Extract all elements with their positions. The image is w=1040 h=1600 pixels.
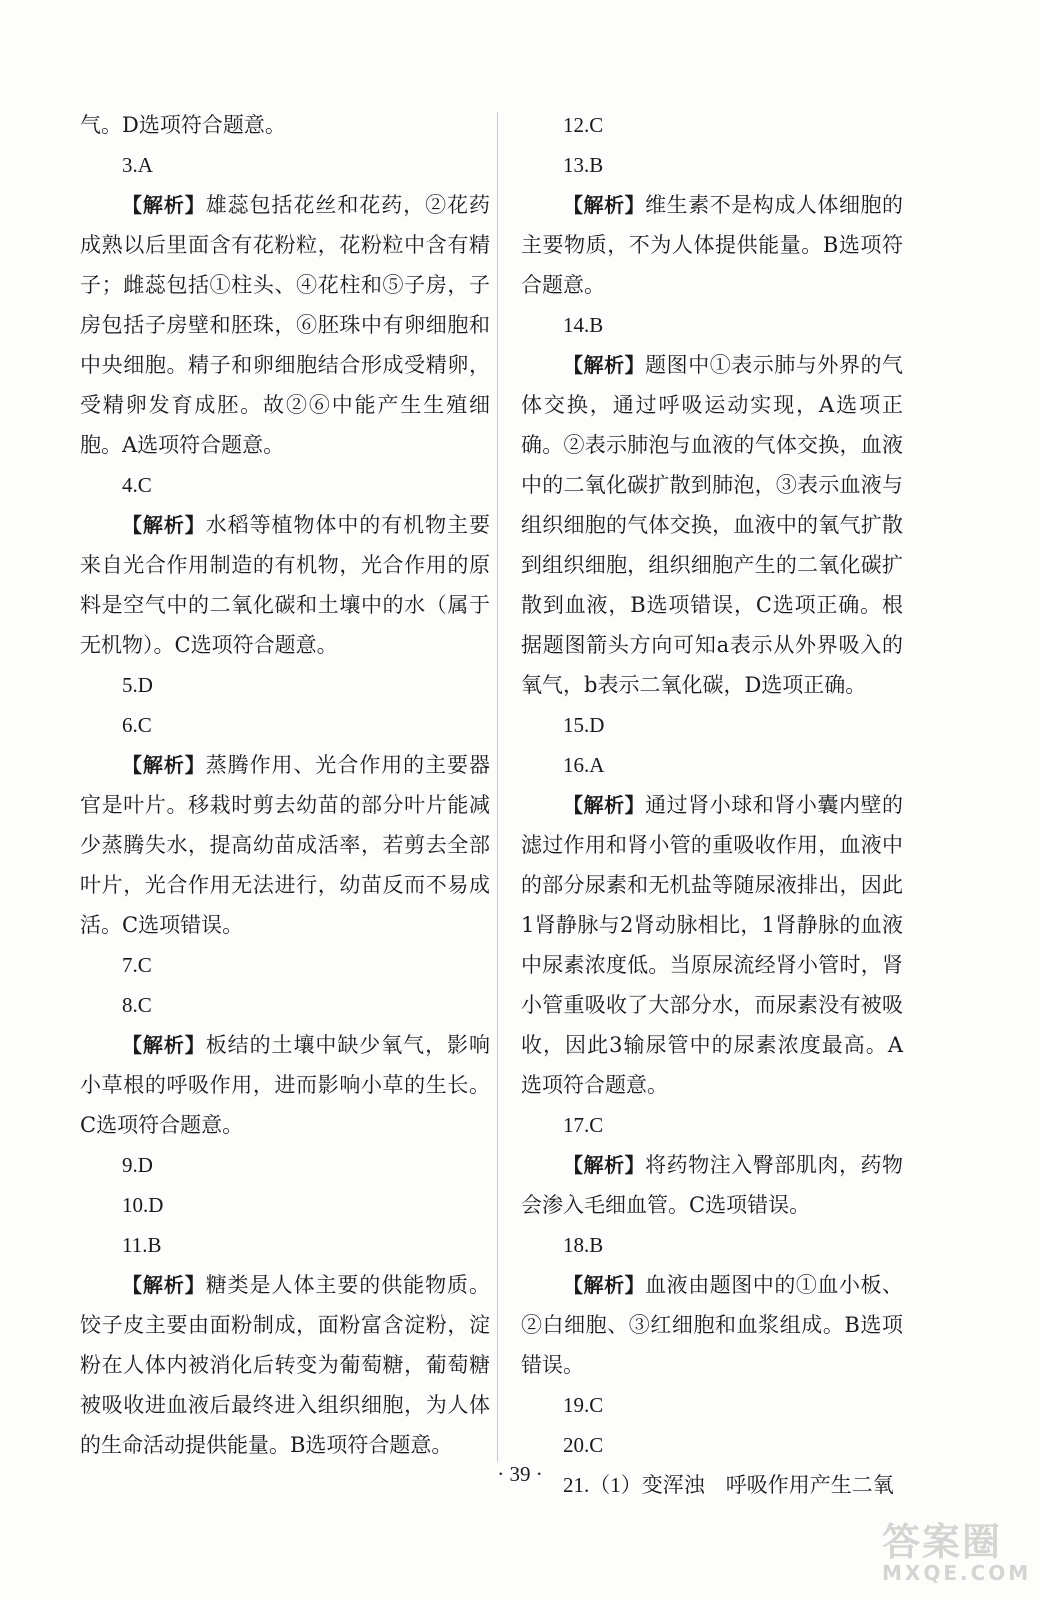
analysis-label: 【解析】 — [122, 1273, 206, 1297]
analysis-paragraph — [80, 505, 490, 665]
analysis-label: 【解析】 — [122, 1033, 206, 1057]
right-column — [521, 105, 903, 1505]
analysis-paragraph — [521, 1265, 903, 1385]
answer-text: 12.C — [563, 113, 604, 137]
answer-line — [521, 1385, 903, 1425]
analysis-text: 题图中①表示肺与外界的气体交换，通过呼吸运动实现，A选项正确。②表示肺泡与血液的气体交换，血液中的二氧化碳扩散到肺泡，③表示血液与组织细胞的气体交换，血液中的氧气扩散到组织细胞，组织细胞产生的二氧化碳扩散到血液，B选项错误，C选项正确。根据题图箭头方向可知a表示从外界吸入的氧气，b表示二氧化碳，D选项正确。 — [521, 353, 904, 697]
answer-text: 7.C — [122, 953, 152, 977]
analysis-label: 【解析】 — [563, 193, 646, 217]
answer-text: 6.C — [122, 713, 152, 737]
analysis-label: 【解析】 — [563, 1273, 646, 1297]
analysis-paragraph — [80, 745, 490, 945]
answer-text: 8.C — [122, 993, 152, 1017]
answer-text: 19.C — [563, 1393, 604, 1417]
answer-text: 20.C — [563, 1433, 604, 1457]
answer-line — [521, 305, 903, 345]
answer-text: 21.（1）变浑浊 呼吸作用产生二氧 — [563, 1473, 894, 1497]
answer-line — [521, 145, 903, 185]
answer-line — [80, 1185, 490, 1225]
page-number: · 39 · — [497, 1462, 543, 1486]
analysis-text: 板结的土壤中缺少氧气，影响小草根的呼吸作用，进而影响小草的生长。C选项符合题意。 — [80, 1033, 490, 1137]
analysis-label: 【解析】 — [563, 1153, 646, 1177]
answer-line — [80, 145, 490, 185]
answer-line — [521, 1225, 903, 1265]
analysis-label: 【解析】 — [122, 753, 206, 777]
answer-line — [521, 1105, 903, 1145]
answer-text: 16.A — [563, 753, 605, 777]
answer-line — [521, 745, 903, 785]
answer-line — [80, 945, 490, 985]
answer-text: 3.A — [122, 153, 153, 177]
answer-line — [521, 1425, 903, 1465]
answer-line — [80, 465, 490, 505]
answer-text: 5.D — [122, 673, 153, 697]
analysis-text: 糖类是人体主要的供能物质。饺子皮主要由面粉制成，面粉富含淀粉，淀粉在人体内被消化后转变为葡萄糖，葡萄糖被吸收进血液后最终进入组织细胞，为人体的生命活动提供能量。B选项符合题意。 — [80, 1273, 490, 1457]
analysis-text: 血液由题图中的①血小板、②白细胞、③红细胞和血浆组成。B选项错误。 — [521, 1273, 904, 1377]
answer-line — [521, 105, 903, 145]
answer-text: 9.D — [122, 1153, 153, 1177]
answer-text: 15.D — [563, 713, 605, 737]
answer-text: 17.C — [563, 1113, 604, 1137]
answer-line — [80, 1225, 490, 1265]
answer-text: 10.D — [122, 1193, 164, 1217]
analysis-paragraph — [521, 185, 903, 305]
answer-text: 11.B — [122, 1233, 162, 1257]
analysis-text: 水稻等植物体中的有机物主要来自光合作用制造的有机物，光合作用的原料是空气中的二氧化碳和土壤中的水（属于无机物）。C选项符合题意。 — [80, 513, 490, 657]
answer-line — [80, 665, 490, 705]
watermark-top-text: 答案圈 — [882, 1520, 1003, 1564]
analysis-paragraph — [80, 1025, 490, 1145]
watermark-logo — [882, 1520, 1032, 1586]
analysis-label: 【解析】 — [122, 513, 206, 537]
analysis-paragraph — [521, 785, 903, 1105]
analysis-text: 将药物注入臀部肌肉，药物会渗入毛细血管。C选项错误。 — [521, 1153, 904, 1217]
column-divider — [497, 112, 498, 1462]
analysis-paragraph — [521, 1145, 903, 1225]
analysis-label: 【解析】 — [122, 193, 206, 217]
analysis-paragraph — [80, 1265, 490, 1465]
analysis-text: 通过肾小球和肾小囊内壁的滤过作用和肾小管的重吸收作用，血液中的部分尿素和无机盐等随尿液排出，因此1肾静脉与2肾动脉相比，1肾静脉的血液中尿素浓度低。当原尿流经肾小管时，肾小管重吸收了大部分水，而尿素没有被吸收，因此3输尿管中的尿素浓度最高。A选项符合题意。 — [521, 793, 904, 1097]
answer-text: 14.B — [563, 313, 604, 337]
continued-text: 气。D选项符合题意。 — [80, 113, 286, 137]
analysis-label: 【解析】 — [563, 793, 646, 817]
answer-line — [80, 985, 490, 1025]
answer-line — [80, 705, 490, 745]
analysis-text: 蒸腾作用、光合作用的主要器官是叶片。移栽时剪去幼苗的部分叶片能减少蒸腾失水，提高幼苗成活率，若剪去全部叶片，光合作用无法进行，幼苗反而不易成活。C选项错误。 — [80, 753, 490, 937]
analysis-paragraph — [80, 185, 490, 465]
answer-line — [521, 705, 903, 745]
answer-text: 18.B — [563, 1233, 604, 1257]
answer-line — [80, 1145, 490, 1185]
analysis-text: 维生素不是构成人体细胞的主要物质，不为人体提供能量。B选项符合题意。 — [521, 193, 904, 297]
analysis-text: 雄蕊包括花丝和花药，②花药成熟以后里面含有花粉粒，花粉粒中含有精子；雌蕊包括①柱头、④花柱和⑤子房，子房包括子房壁和胚珠，⑥胚珠中有卵细胞和中央细胞。精子和卵细胞结合形成受精卵，受精卵发育成胚。故②⑥中能产生生殖细胞。A选项符合题意。 — [80, 193, 490, 457]
answer-text: 4.C — [122, 473, 152, 497]
answer-text: 13.B — [563, 153, 604, 177]
analysis-paragraph — [521, 345, 903, 705]
watermark-bottom-text: MXQE.COM — [882, 1561, 1032, 1585]
left-column — [80, 105, 490, 1465]
analysis-label: 【解析】 — [563, 353, 646, 377]
